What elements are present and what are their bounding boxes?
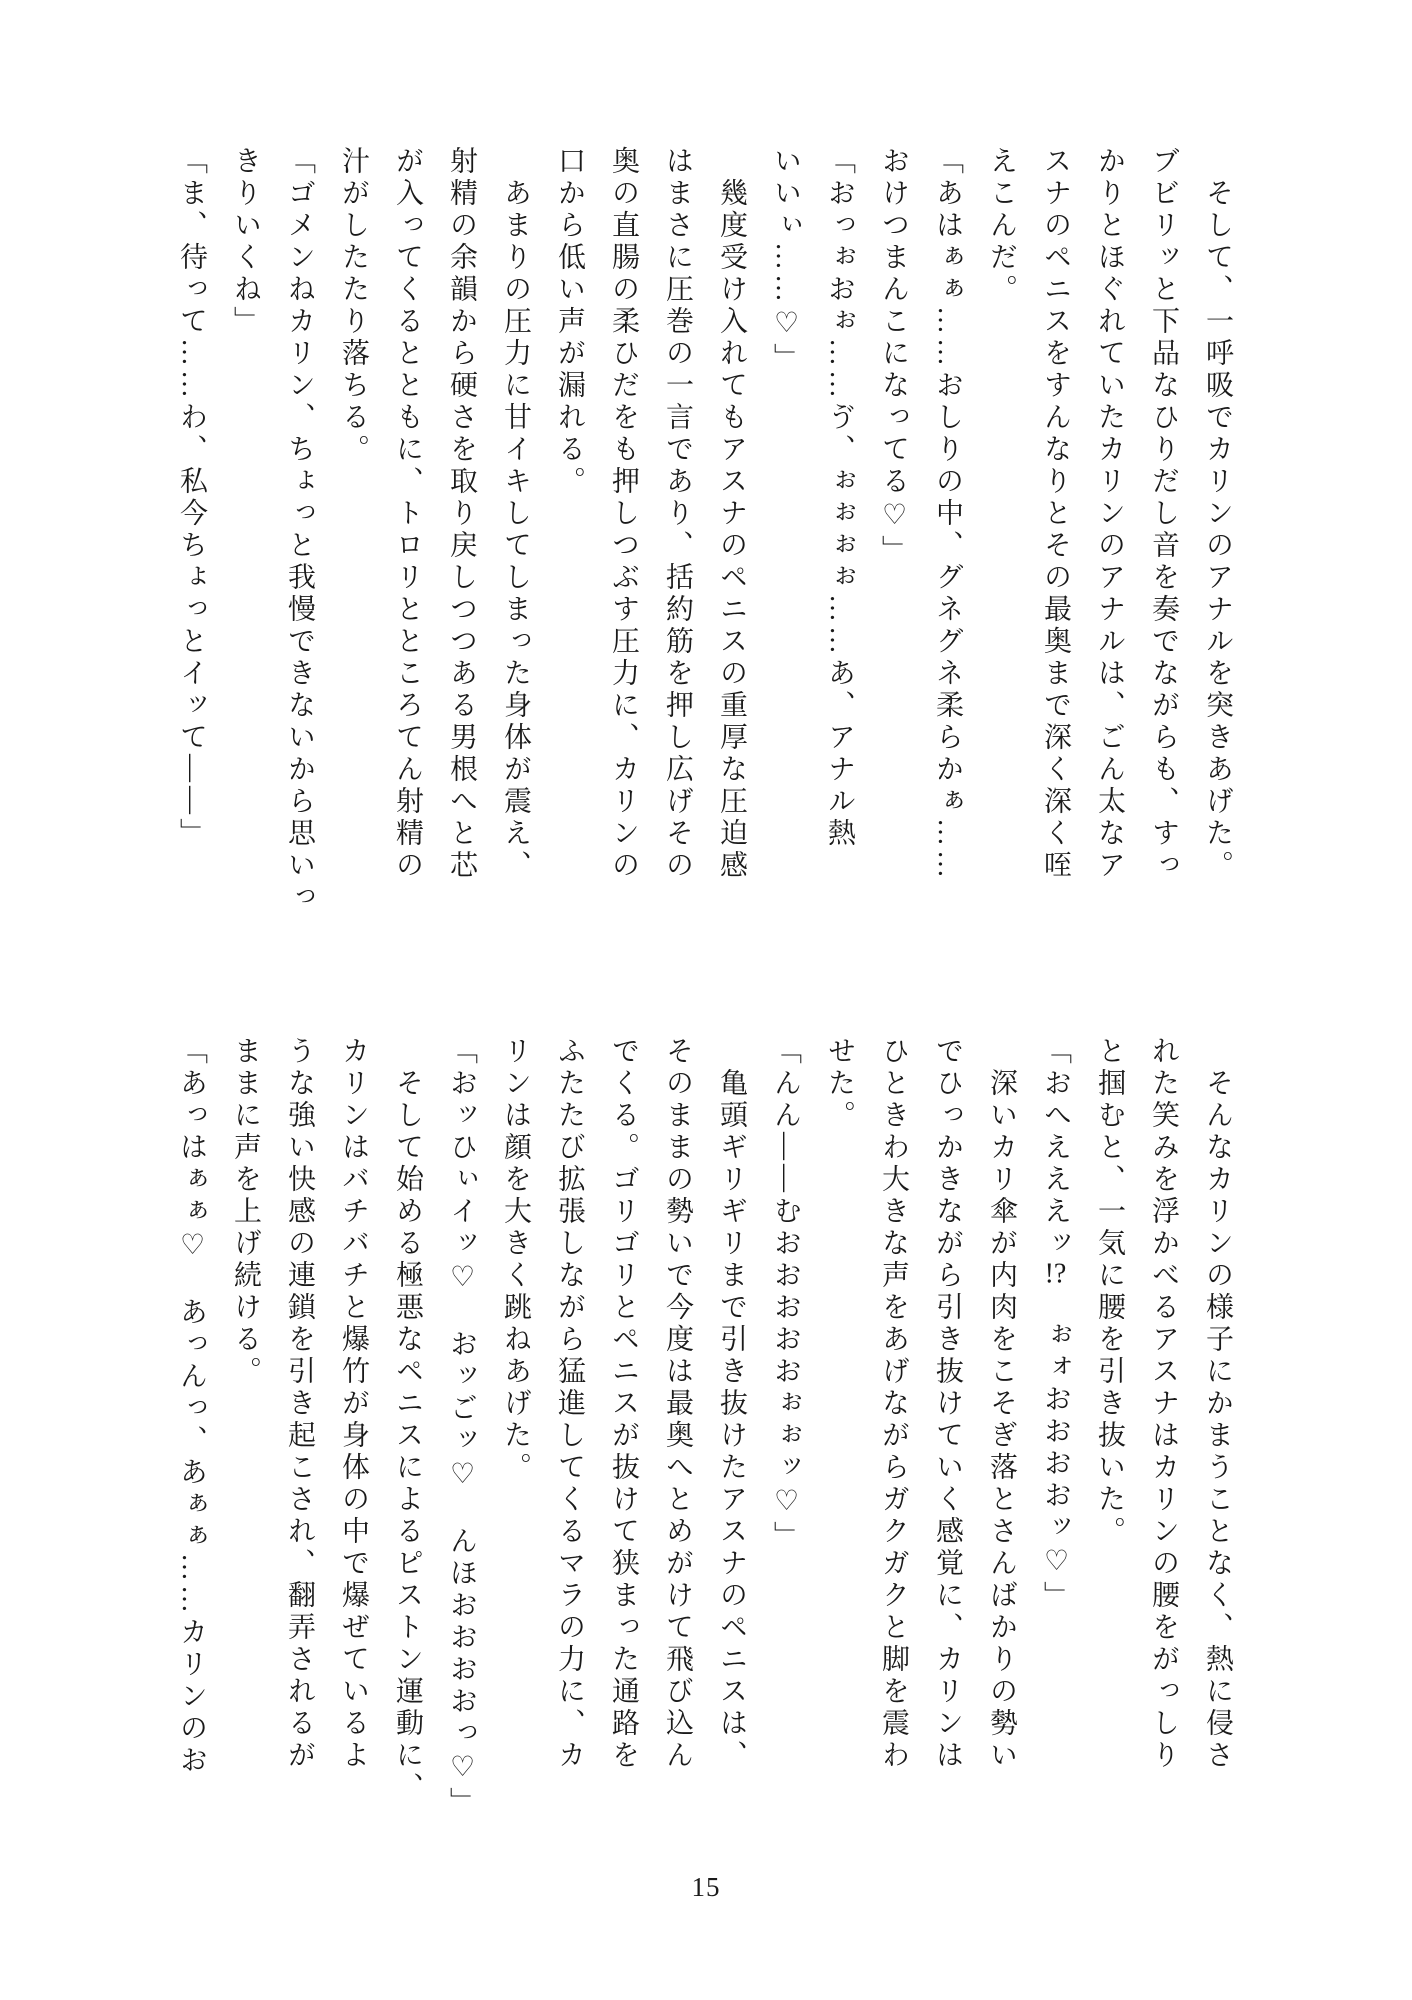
text-column: 幾度受け入れてもアスナのペニスの重厚な圧迫感: [716, 146, 747, 882]
text-column: そんなカリンの様子にかまうことなく、熱に侵さ: [1202, 1036, 1233, 1772]
text-column: 奥の直腸の柔ひだをも押しつぶす圧力に、カリンの: [608, 146, 639, 882]
text-column: 汁がしたたり落ちる。: [338, 146, 369, 466]
text-column: リンは顔を大きく跳ねあげた。: [500, 1036, 531, 1484]
text-column: はまさに圧巻の一言であり、括約筋を押し広げその: [662, 146, 693, 882]
text-column: うな強い快感の連鎖を引き起こされ、翻弄されるが: [284, 1036, 315, 1772]
text-column: ブビリッと下品なひりだし音を奏でながらも、すっ: [1148, 146, 1179, 882]
text-column: 「あっはぁぁ♡ あっんっ、あぁぁ……カリンのお: [176, 1036, 207, 1777]
text-column: そして始める極悪なペニスによるピストン運動に、: [392, 1036, 423, 1804]
text-column: そのままの勢いで今度は最奥へとめがけて飛び込ん: [662, 1036, 693, 1772]
text-column: ままに声を上げ続ける。: [230, 1036, 261, 1388]
text-column: カリンはバチバチと爆竹が身体の中で爆ぜているよ: [338, 1036, 369, 1772]
text-column: 口から低い声が漏れる。: [554, 146, 585, 498]
text-column: でくる。ゴリゴリとペニスが抜けて狭まった通路を: [608, 1036, 639, 1772]
text-column: でひっかきながら引き抜けていく感覚に、カリンは: [932, 1036, 963, 1772]
text-column: かりとほぐれていたカリンのアナルは、ごん太なア: [1094, 146, 1125, 882]
text-column: きりいくね」: [230, 146, 261, 338]
text-column: えこんだ。: [986, 146, 1017, 306]
text-column: 「んん――むおおおおおぉぉッ♡」: [770, 1036, 801, 1553]
text-column: おけつまんこになってる♡」: [878, 146, 909, 567]
text-column: ふたたび拡張しながら猛進してくるマラの力に、カ: [554, 1036, 585, 1772]
text-column: と掴むと、一気に腰を引き抜いた。: [1094, 1036, 1125, 1548]
text-column: 深いカリ傘が内肉をこそぎ落とさんばかりの勢い: [986, 1036, 1017, 1772]
text-column: 「あはぁぁ……おしりの中、グネグネ柔らかぁ……: [932, 146, 963, 882]
text-column: そして、一呼吸でカリンのアナルを突きあげた。: [1202, 146, 1233, 882]
text-column: あまりの圧力に甘イキしてしまった身体が震え、: [500, 146, 531, 882]
text-column: れた笑みを浮かべるアスナはカリンの腰をがっしり: [1148, 1036, 1179, 1772]
text-column: 「おへえええッ!? ぉォおおおおッ♡」: [1040, 1036, 1071, 1613]
text-column: 亀頭ギリギリまで引き抜けたアスナのペニスは、: [716, 1036, 747, 1772]
page-number: 15: [691, 1872, 721, 1902]
text-column: 「ま、待って……わ、私今ちょっとイッて――」: [176, 146, 207, 850]
interrobang-tatechuyoko: !?: [1044, 1260, 1067, 1288]
text-column: スナのペニスをすんなりとその最奥まで深く深く咥: [1040, 146, 1071, 882]
text-column: 射精の余韻から硬さを取り戻しつつある男根へと芯: [446, 146, 477, 882]
text-column: が入ってくるとともに、トロリとところてん射精の: [392, 146, 423, 882]
text-column: 「おっぉおぉ……ゔ、ぉぉぉぉ……あ、アナル熱: [824, 146, 855, 850]
bottom-text-block: [164, 1036, 1244, 1826]
text-column: 「ゴメンねカリン、ちょっと我慢できないから思いっ: [284, 146, 315, 914]
text-column: ひときわ大きな声をあげながらガクガクと脚を震わ: [878, 1036, 909, 1772]
top-text-block: [164, 146, 1244, 936]
text-column: 「おッひぃイッ♡ おッごッ♡ んほおおおおっ♡」: [446, 1036, 477, 1819]
text-column: せた。: [824, 1036, 855, 1132]
text-column: いいぃ……♡」: [770, 146, 801, 375]
